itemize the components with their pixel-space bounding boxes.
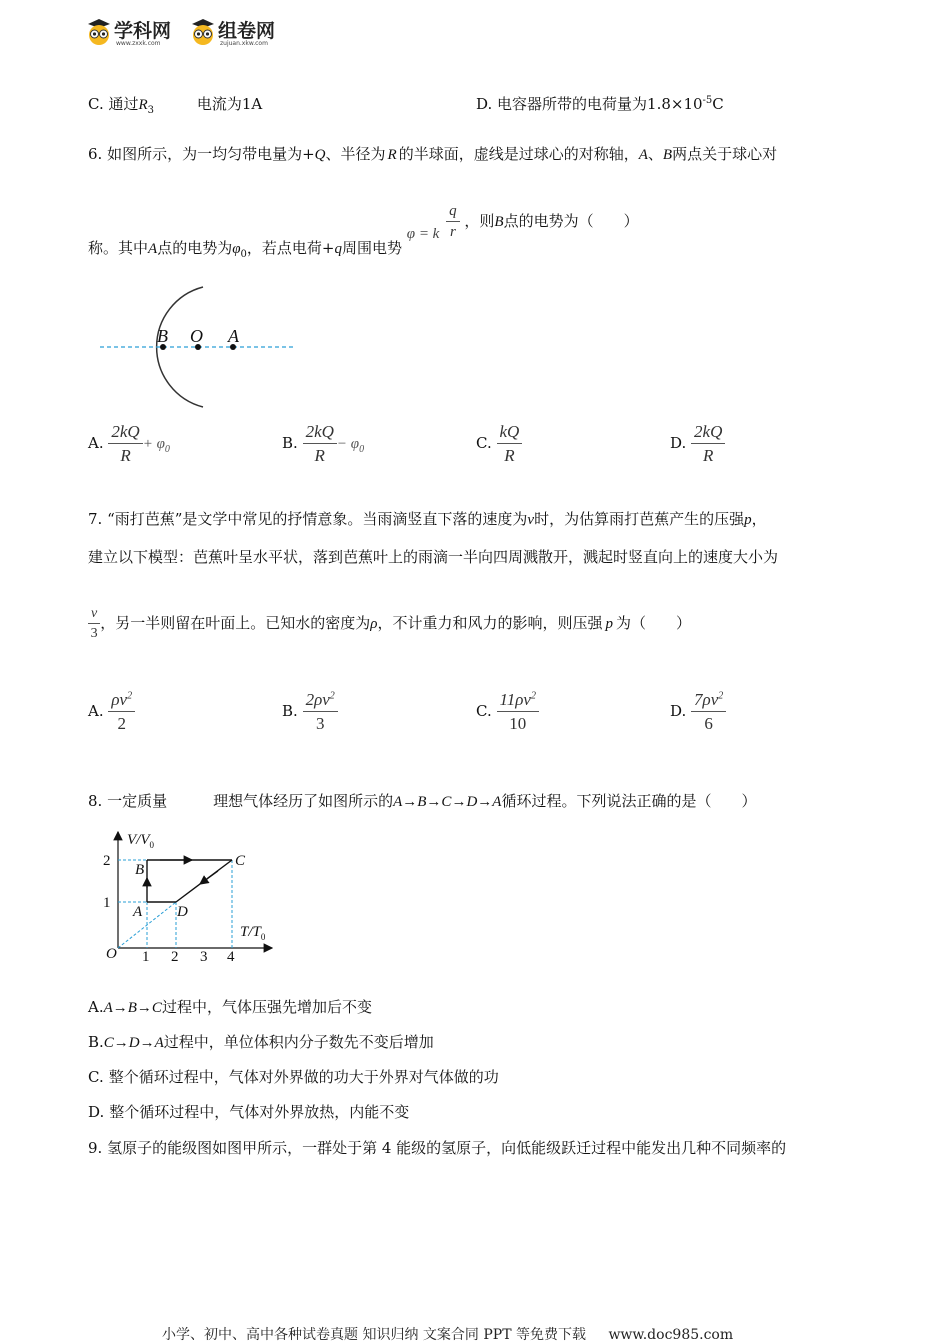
q8-option-path: A→B→C [103, 1000, 162, 1016]
footer-url[interactable]: www.doc985.com [608, 1327, 734, 1343]
q6-stem-line1 [88, 143, 777, 164]
q8-option [88, 996, 372, 1017]
q7-option-frac [303, 690, 338, 734]
q7-option-frac [108, 690, 135, 734]
point-label-C: C [235, 853, 246, 869]
q8-text: 理想气体经历了如图所示的 [213, 792, 394, 810]
q7-text: 7. “雨打芭蕉”是文学中常见的抒情意象。当雨滴竖直下落的速度为 [88, 510, 528, 528]
label-O: O [190, 326, 203, 346]
q6-option-tail-sub: 0 [164, 444, 170, 455]
owl-logo-icon [86, 18, 112, 46]
q8-option-label: C. [88, 1068, 104, 1086]
q6-text: 称。其中 [88, 239, 149, 257]
frac-num: 7ρv [694, 690, 719, 709]
q7-option-frac [691, 690, 726, 734]
q7-var-p: p [605, 616, 613, 632]
q7-var-v: v [527, 512, 535, 528]
q6-option-frac [108, 422, 142, 466]
q7-text: ，另一半则留在叶面上。已知水的密度为 [100, 614, 371, 632]
q6-option-frac [303, 422, 337, 466]
q6-option-tail-sub: 0 [359, 444, 365, 455]
q8-option [88, 1066, 499, 1087]
q6-var-B: B [494, 214, 504, 230]
q7-var-rho: ρ [370, 616, 378, 632]
point-label-B: B [135, 862, 145, 878]
owl-logo-icon [190, 18, 216, 46]
logo-zujuan-text: 组卷网 [218, 20, 276, 42]
frac-num: 11ρv [499, 690, 531, 709]
q8-option-label: B. [88, 1033, 104, 1051]
q6-option-tail: − φ [336, 436, 360, 452]
q7-option [476, 690, 539, 734]
q6-formula-frac [446, 203, 460, 241]
q6-formula-den: r [449, 224, 456, 240]
q7-text: ，不计重力和风力的影响，则压强 [377, 614, 603, 632]
q8-option-text: 整个循环过程中，气体对外界放热，内能不变 [109, 1103, 410, 1121]
q6-option [282, 422, 364, 466]
label-B: B [157, 326, 168, 346]
logo-zxxk-url: www.zxxk.com [116, 40, 161, 47]
frac-den: 6 [704, 714, 713, 733]
q9-stem: 9. 氢原子的能级图如图甲所示，一群处于第 4 能级的氢原子，向低能级跃迁过程中能发出几种不同频率的 [88, 1139, 787, 1157]
q8-option-label: A. [88, 998, 104, 1016]
point-label-D: D [177, 904, 188, 920]
q6-text: 、 [647, 145, 663, 163]
q8-option-text: 过程中，气体压强先增加后不变 [161, 998, 372, 1016]
point-label-A: A [133, 904, 143, 920]
q6-text: 、半径为 [325, 145, 386, 163]
q6-text: 6. 如图所示，为一均匀带电量为+ [88, 145, 315, 163]
logo-zujuan-url: zujuan.xkw.com [220, 40, 268, 47]
q7-var-p: p [744, 512, 752, 528]
q7-frac-v3 [88, 606, 100, 642]
frac-den: R [120, 446, 131, 465]
q8-option-text: 整个循环过程中，气体对外界做的功大于外界对气体做的功 [108, 1068, 499, 1086]
frac-den: 3 [90, 626, 98, 641]
logo-zxxk [86, 16, 186, 50]
q5-option-c-prefix: C. 通过 [88, 95, 139, 113]
q5-option-c-var: R [138, 97, 148, 113]
frac-num: 2kQ [108, 422, 142, 444]
q6-option-label: C. [476, 434, 492, 452]
q7-stem-line1 [88, 508, 767, 529]
y-tick-2: 2 [103, 853, 111, 869]
q6-option [476, 422, 522, 466]
logo-zujuan [190, 16, 290, 50]
frac-den: 10 [509, 714, 527, 733]
q6-var-A: A [638, 147, 648, 163]
q6-var-A: A [148, 241, 158, 257]
q8-cycle: A→B→C→D→A [393, 794, 502, 810]
q7-option-label: C. [476, 702, 492, 720]
frac-den: R [314, 446, 325, 465]
origin-label: O [106, 946, 117, 962]
q6-text: ，则 [464, 212, 495, 230]
frac-num: 2ρv [305, 690, 330, 709]
q5-option-c-rest: 电流为1A [196, 95, 263, 113]
frac-num: ρv [111, 690, 128, 709]
q7-option [88, 690, 135, 734]
q7-option [670, 690, 726, 734]
q7-stem-line2: 建立以下模型：芭蕉叶呈水平状，落到芭蕉叶上的雨滴一半向四周溅散开，溅起时竖直向上的速度大小为 [88, 548, 779, 566]
x-tick-2: 2 [171, 949, 179, 965]
frac-num: kQ [497, 422, 523, 444]
q6-option-label: B. [282, 434, 298, 452]
q7-option-label: A. [88, 702, 104, 720]
frac-num: v [88, 606, 100, 624]
q6-var-B: B [662, 147, 673, 163]
q7-option [282, 690, 338, 734]
q6-option [88, 422, 170, 466]
q8-vt-graph [100, 826, 290, 966]
q8-option [88, 1031, 434, 1052]
q6-formula-lhs: φ = k [406, 226, 440, 242]
frac-den: R [504, 446, 515, 465]
arrow-C-D [200, 871, 218, 884]
q6-hemisphere-figure [95, 282, 315, 412]
q7-text: ， [751, 510, 767, 528]
frac-den: 2 [117, 714, 126, 733]
footer [162, 1324, 733, 1344]
q7-text: 时，为估算雨打芭蕉产生的压强 [534, 510, 745, 528]
q5-option-d-prefix: D. 电容器所带的电荷量为1.8×10 [476, 95, 703, 113]
x-tick-1: 1 [142, 949, 150, 965]
q8-option [88, 1101, 409, 1122]
y-axis-label: $V/V_0$ [127, 832, 154, 850]
q6-option [670, 422, 725, 466]
q6-var-Q: Q [314, 147, 326, 163]
q5-option-c-sub: 3 [147, 105, 155, 116]
q6-option-frac [691, 422, 725, 466]
q5-option-c [88, 93, 262, 116]
q6-text: 周围电势 [341, 239, 402, 257]
q8-text: 8. 一定质量 [88, 792, 168, 810]
x-axis-label: $T/T_0$ [240, 924, 266, 942]
frac-num-sup: 2 [127, 690, 133, 702]
footer-text: 小学、初中、高中各种试卷真题 知识归纳 文案合同 PPT 等免费下载 [162, 1327, 586, 1343]
q7-option-frac [497, 690, 539, 734]
x-tick-4: 4 [227, 949, 235, 965]
q8-stem [88, 790, 756, 811]
q6-var-q: q [334, 241, 342, 257]
q8-option-text: 过程中，单位体积内分子数先不变后增加 [163, 1033, 434, 1051]
q7-stem-line3 [88, 606, 691, 642]
q6-text: 点的电势为 [157, 239, 233, 257]
q6-stem-line2 [88, 203, 639, 263]
q8-option-label: D. [88, 1103, 105, 1121]
q6-text: 点的电势为（ ） [503, 212, 639, 230]
frac-num: 2kQ [691, 422, 725, 444]
q6-option-label: A. [88, 434, 104, 452]
q6-text: 两点关于球心对 [672, 145, 778, 163]
frac-num-sup: 2 [718, 690, 724, 702]
q6-var-phi: φ [232, 241, 241, 257]
q5-option-d-unit: C [712, 95, 724, 113]
q7-text: 为（ ） [615, 614, 691, 632]
q7-option-label: D. [670, 702, 687, 720]
x-tick-3: 3 [200, 949, 208, 965]
q5-option-d-sup: -5 [702, 95, 713, 106]
frac-num-sup: 2 [329, 690, 335, 702]
q6-text: 的半球面，虚线是过球心的对称轴， [398, 145, 639, 163]
q8-text: 循环过程。下列说法正确的是（ ） [501, 792, 757, 810]
q6-option-frac [497, 422, 523, 466]
frac-den: R [703, 446, 714, 465]
q7-option-label: B. [282, 702, 298, 720]
q6-text: ，若点电荷+ [246, 239, 335, 257]
q8-option-path: C→D→A [103, 1035, 164, 1051]
q6-var-phi-sub: 0 [240, 249, 247, 260]
logo-zxxk-text: 学科网 [114, 20, 172, 42]
q6-formula-num: q [446, 203, 460, 222]
y-tick-1: 1 [103, 895, 111, 911]
q5-option-d [476, 93, 724, 114]
frac-num-sup: 2 [530, 690, 536, 702]
q6-option-label: D. [670, 434, 687, 452]
q6-option-tail: + φ [142, 436, 165, 452]
frac-den: 3 [315, 714, 325, 733]
frac-num: 2kQ [303, 422, 337, 444]
label-A: A [228, 326, 239, 346]
q6-var-R: R [387, 147, 397, 163]
